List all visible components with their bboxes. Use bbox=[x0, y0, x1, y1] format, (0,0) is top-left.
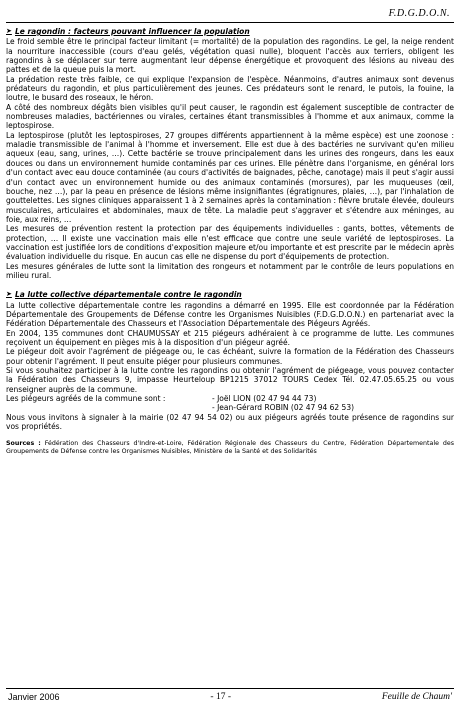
footer-rule bbox=[6, 688, 454, 689]
closing-paragraph: Nous vous invitons à signaler à la mairie (02 47 94 54 02) ou aux piégeurs agréés toute présence de ragondins sur vos propriétés. bbox=[6, 412, 454, 432]
contact-line bbox=[6, 394, 454, 403]
section-title-text: La lutte collective départementale contre le ragondin bbox=[15, 290, 242, 300]
arrow-bullet-icon: ➤ bbox=[6, 290, 12, 299]
trapper-contacts bbox=[6, 394, 454, 413]
page-header: F.D.G.D.O.N. bbox=[388, 8, 450, 19]
paragraph: Le piégeur doit avoir l'agrément de piégeage ou, le cas échéant, suivre la formation de la Fédération des Chasseurs pour obtenir l'agrément. Il peut ensuite piéger pour plusieurs communes. bbox=[6, 347, 454, 366]
section-title-lutte bbox=[6, 290, 454, 299]
contacts-label: Les piégeurs agréés de la commune sont : bbox=[6, 394, 166, 404]
paragraph: Les mesures générales de lutte sont la limitation des rongeurs et notamment par le contrôle de leurs populations en milieu rural. bbox=[6, 261, 454, 280]
contact-entry: - Joël LION (02 47 94 44 73) bbox=[212, 394, 317, 404]
paragraph: Les mesures de prévention restent la protection par des équipements individuelles : gants, bottes, vêtements de protection, … Il existe une vaccination mais elle n'est efficace que contre une seule variété de leptospiroses. La vaccination est justifiée lors de conditions d'exposition majeure et/ou importante et est prescrite par le médecin après évaluation individuelle du risque. En aucun cas elle ne dispense du port d'équipements de protection. bbox=[6, 224, 454, 262]
arrow-bullet-icon: ➤ bbox=[6, 27, 12, 35]
contact-spacer bbox=[6, 403, 212, 412]
paragraph: La lutte collective départementale contre les ragondins a démarré en 1995. Elle est coordonnée par la Fédération Départementale des Groupements de Défense contre les Organismes Nuisibles (F.D.G.D.O.N.) en partenariat avec la Fédération Départementale des Chasseurs et l'Association Départementale des Piégeurs Agréés. bbox=[6, 300, 454, 329]
sources bbox=[6, 440, 454, 456]
paragraph: A côté des nombreux dégâts bien visibles qu'il peut causer, le ragondin est également susceptible de contracter de nombreuses maladies, bactériennes ou virales, certaines étant transmissibles à l'homme et aux animaux, comme la leptospirose. bbox=[6, 102, 454, 131]
section-title-text: Le ragondin : facteurs pouvant influencer la population bbox=[15, 27, 250, 36]
page-footer bbox=[8, 691, 452, 703]
header-rule bbox=[6, 22, 454, 23]
paragraph: En 2004, 135 communes dont CHAUMUSSAY et 215 piégeurs adhéraient à ce programme de lutte. Les communes reçoivent un équipement en pièges mis à la disposition d'un piégeur agréé. bbox=[6, 328, 454, 347]
paragraph: La leptospirose (plutôt les leptospiroses, 27 groupes différents appartiennent à la même espèce) est une zoonose : maladie transmissible de l'animal à l'homme et inversement. Elle est due à des bactéries ne survivant qu'en milieu aqueux (eau, sang, urines, …). Cette bactérie se trouve principalement dans les urines des rongeurs, dans les eaux douces ou dans un environnement humide contaminés par ces urines. Elle pénètre dans l'organisme, en général lors d'un contact avec eau douce contaminée (au cours d'activités de baignades, pêche, canotage) mais il peut s'agir aussi d'un contact avec un environnement humide ou des animaux contaminés (morsures), par les muqueuses (œil, bouche, nez …), par la peau en présence de lésions même insignifiantes (égratignures, plaies, …), par l'inhalation de gouttelettes. Les signes cliniques apparaissent 1 à 2 semaines après la contamination : fièvre brutale élevée, douleurs musculaires, articulaires et abdominales, maux de tête. La maladie peut s'aggraver et s'étendre aux méninges, au foie, aux reins, … bbox=[6, 130, 454, 224]
contact-entry: - Jean-Gérard ROBIN (02 47 94 62 53) bbox=[212, 403, 355, 413]
contact-line bbox=[6, 403, 454, 412]
paragraph: Si vous souhaitez participer à la lutte contre les ragondins ou obtenir l'agrément de piégeage, vous pouvez contacter la Fédération des Chasseurs 9, impasse Heurteloup BP1215 37012 TOURS Cedex Tél. 02.47.05.65.25 ou vous renseigner auprès de la commune. bbox=[6, 366, 454, 394]
sources-label: Sources : bbox=[6, 440, 41, 448]
article-body bbox=[6, 27, 454, 456]
sources-text: Fédération des Chasseurs d'Indre-et-Loire, Fédération Régionale des Chasseurs du Centre, Fédération Départementale des Groupements de Défense contre les Organismes Nuisibles, Ministère de la Santé et des Solidarités bbox=[6, 440, 454, 456]
section-title-facteurs bbox=[6, 27, 454, 36]
publication-name: Feuille de Chaum' bbox=[381, 692, 452, 702]
page-number: - 17 - bbox=[210, 692, 231, 702]
paragraph: Le froid semble être le principal facteur limitant (= mortalité) de la population des ragondins. Le gel, la neige rendent la nourriture inaccessible (cours d'eau gelés, végétation quasi nulle), bloquent l'accès aux terriers, obligent les ragondins à se déplacer sur terre augmentant leur dépense énergétique et provoquent des lésions au niveau des pattes et de la queue puis la mort. bbox=[6, 37, 454, 75]
paragraph: La prédation reste très faible, ce qui explique l'expansion de l'espèce. Néanmoins, d'autres animaux sont devenus prédateurs du ragondin, et plus particulièrement des jeunes. Ces prédateurs sont le renard, le putois, la fouine, la loutre, le busard des roseaux, le héron. bbox=[6, 74, 454, 103]
footer-date: Janvier 2006 bbox=[8, 692, 60, 702]
